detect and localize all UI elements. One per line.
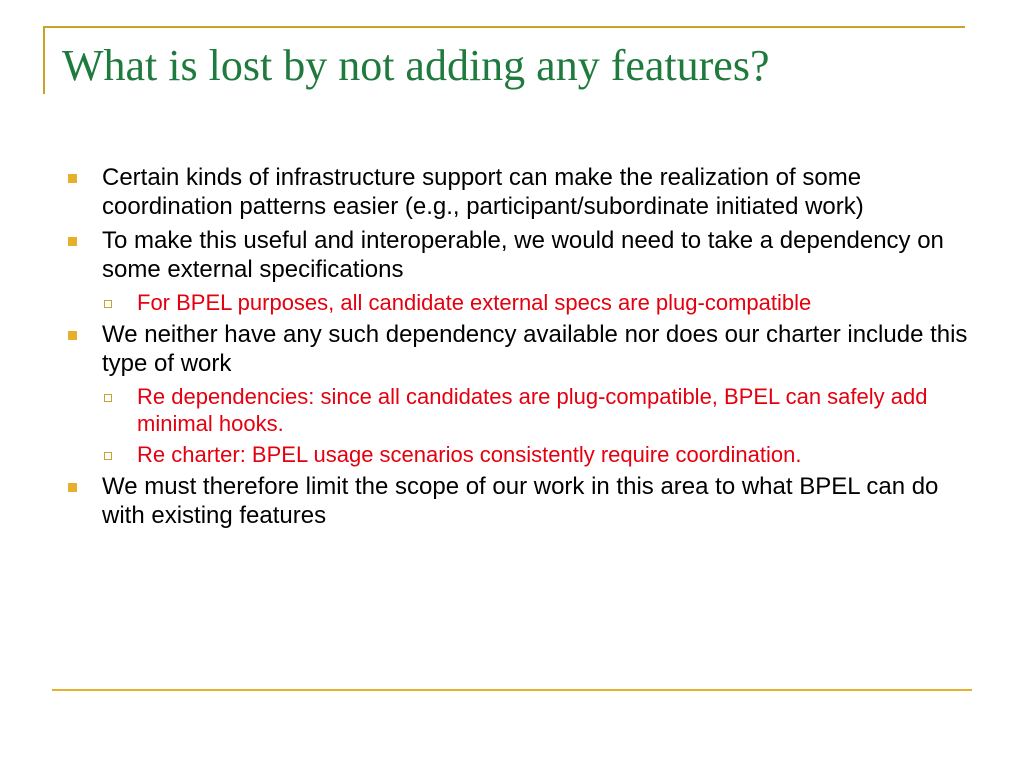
hollow-square-bullet-icon — [104, 394, 112, 402]
sub-bullet-item — [70, 289, 975, 316]
bullet-item — [70, 472, 975, 530]
bullet-item — [70, 320, 975, 378]
filled-square-bullet-icon — [68, 174, 77, 183]
sub-bullet-item — [70, 383, 975, 437]
sub-bullet-item — [70, 441, 975, 468]
hollow-square-bullet-icon — [104, 452, 112, 460]
sub-bullet-text: For BPEL purposes, all candidate external specs are plug-compatible — [137, 290, 812, 315]
bullet-item — [70, 163, 975, 221]
bullet-list — [70, 163, 975, 535]
bullet-text: We must therefore limit the scope of our work in this area to what BPEL can do with existing features — [102, 473, 939, 529]
bullet-text: Certain kinds of infrastructure support can make the realization of some coordination patterns easier (e.g., participant/subordinate initiated work) — [102, 164, 864, 220]
bullet-item — [70, 226, 975, 284]
footer-rule — [52, 689, 972, 691]
filled-square-bullet-icon — [68, 483, 77, 492]
frame-left-rule — [43, 26, 45, 94]
bullet-text: To make this useful and interoperable, we would need to take a dependency on some external specifications — [102, 227, 944, 283]
sub-bullet-text: Re dependencies: since all candidates are plug-compatible, BPEL can safely add minimal hooks. — [137, 384, 928, 436]
slide-title: What is lost by not adding any features? — [62, 41, 770, 90]
filled-square-bullet-icon — [68, 331, 77, 340]
hollow-square-bullet-icon — [104, 300, 112, 308]
bullet-text: We neither have any such dependency available nor does our charter include this type of work — [102, 321, 968, 377]
sub-bullet-text: Re charter: BPEL usage scenarios consistently require coordination. — [137, 442, 802, 467]
filled-square-bullet-icon — [68, 237, 77, 246]
frame-top-rule — [43, 26, 965, 28]
